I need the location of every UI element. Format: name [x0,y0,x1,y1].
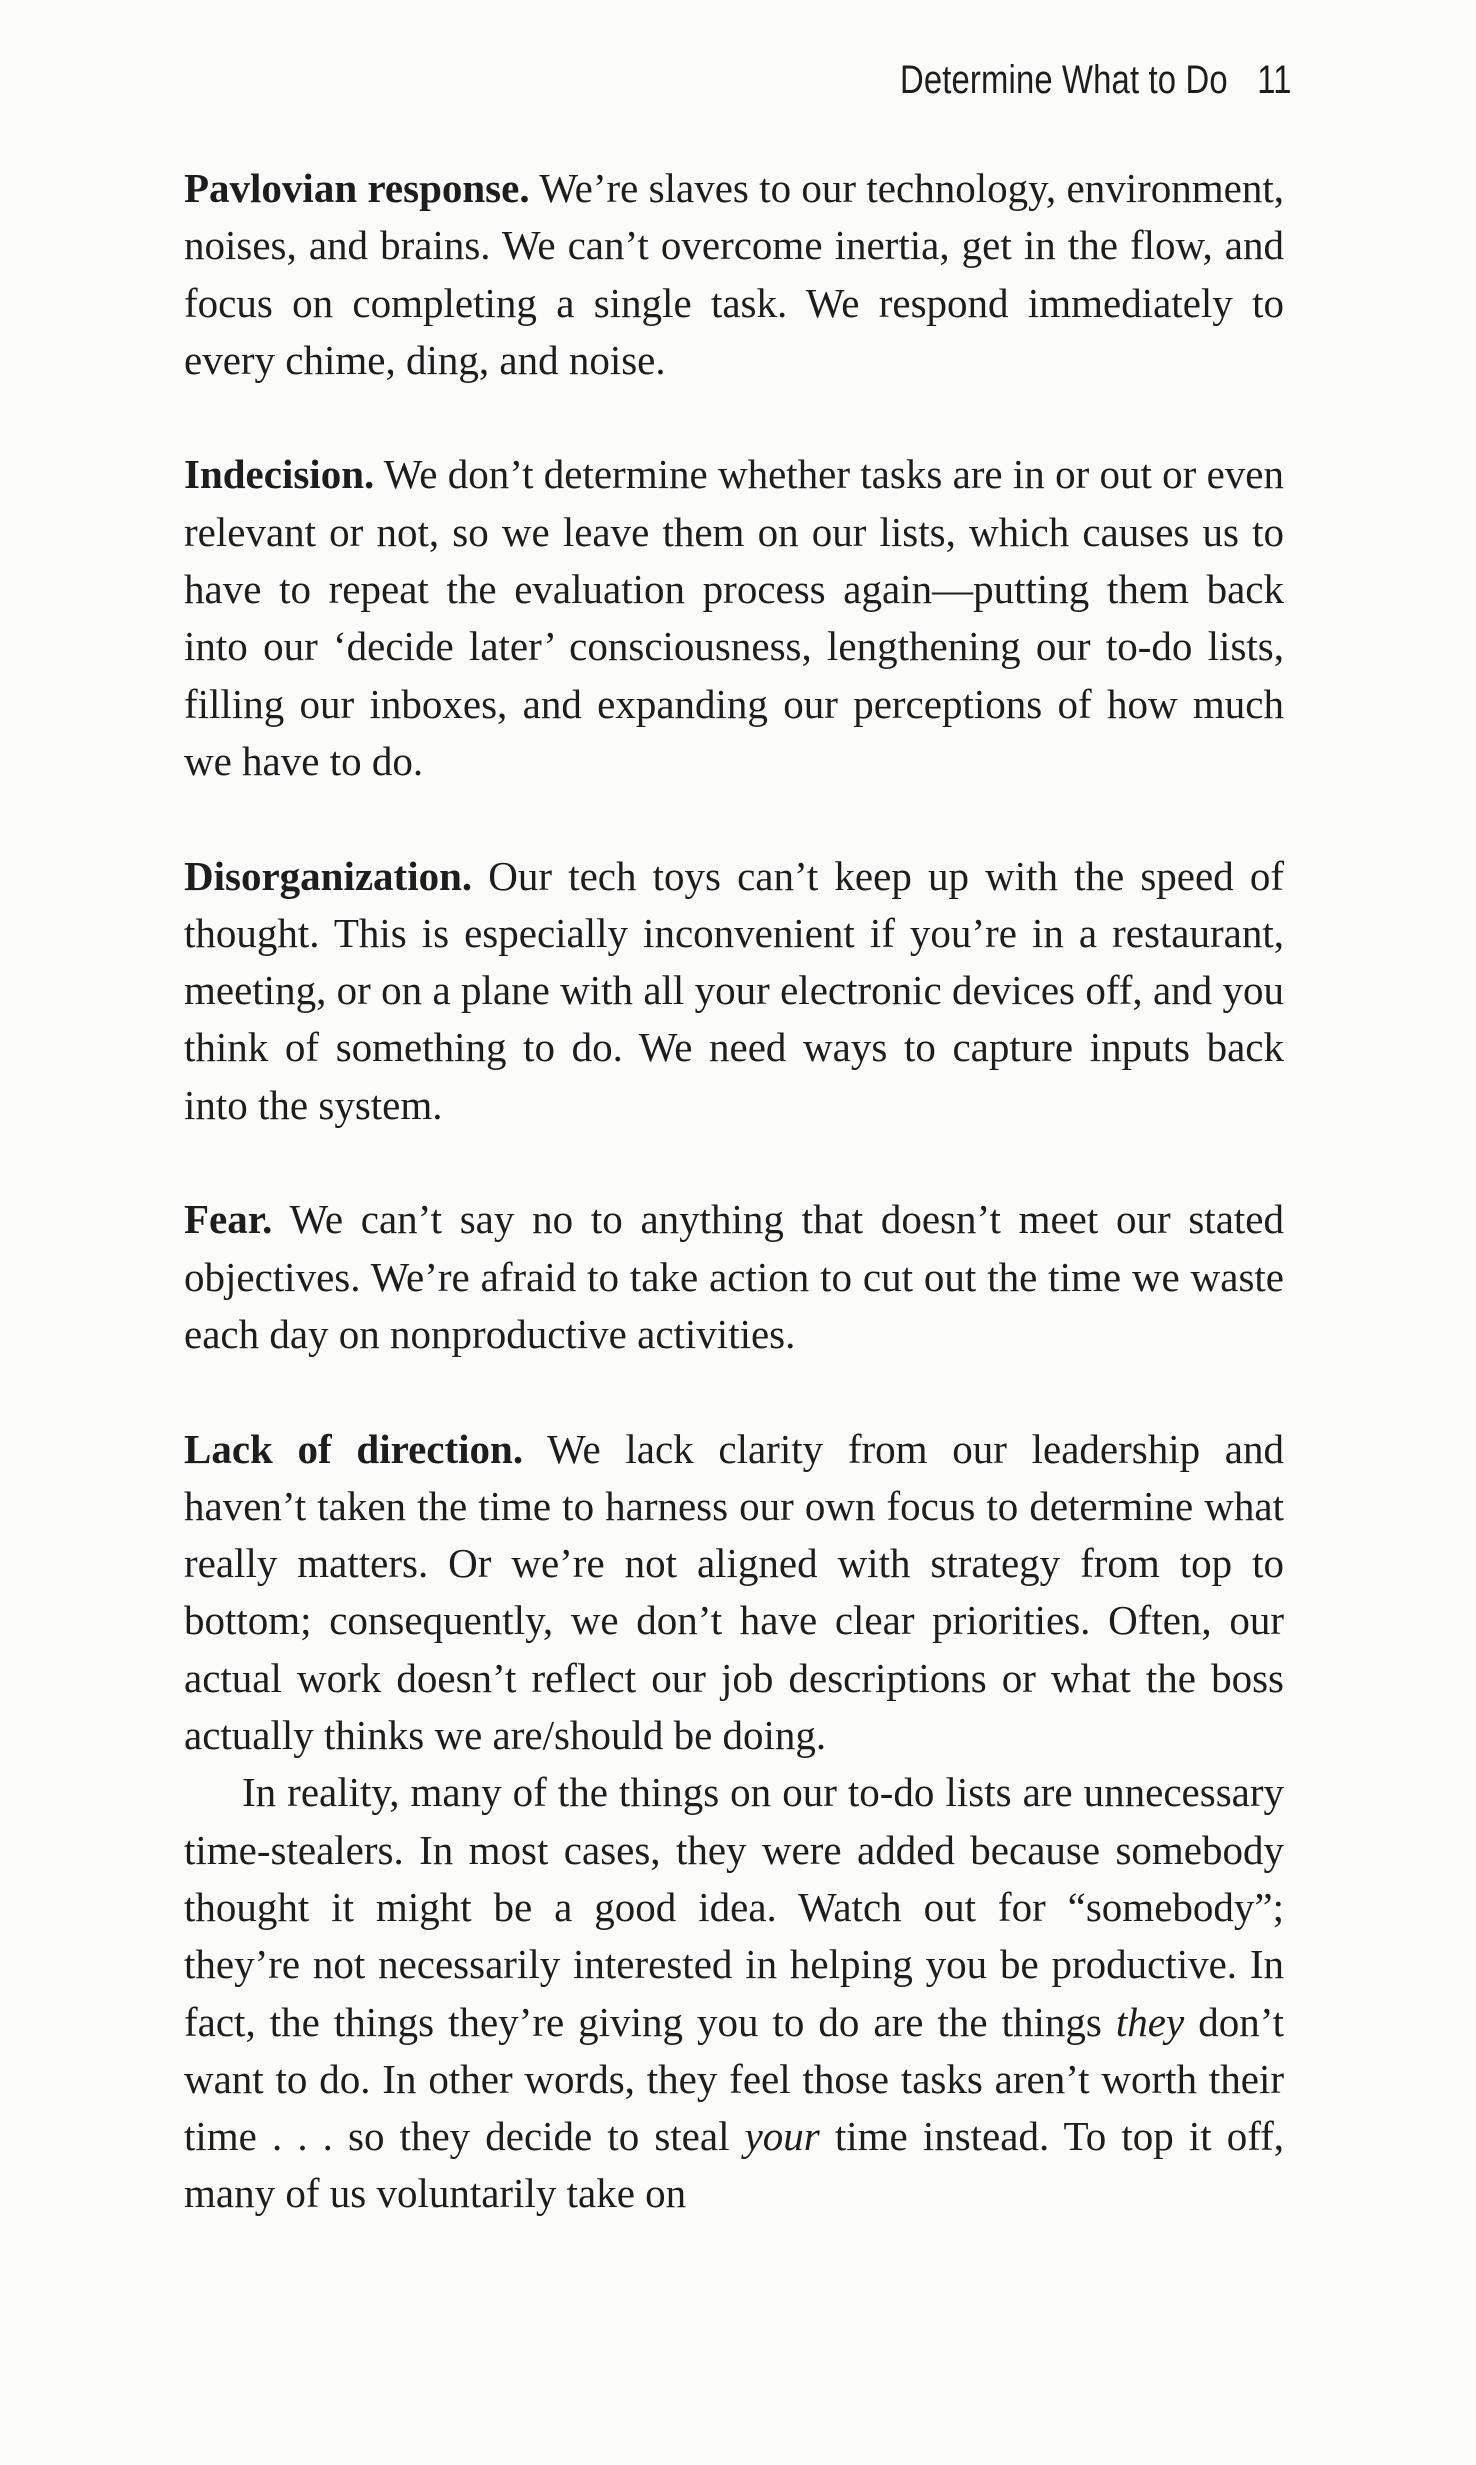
entry-term: Disorganization. [184,852,473,899]
entry-term: Indecision. [184,451,375,498]
entry-indecision [184,446,1284,790]
entry-term: Pavlovian response. [184,165,530,211]
entry-term: Fear. [184,1196,273,1243]
closing-paragraph [184,1764,1284,2222]
page-number: 11 [1257,58,1292,102]
paragraph-text: don’t want to do. In other words, they feel those tasks aren’t worth their time . . . so they decide to steal [184,1998,1285,2160]
entry-text: We don’t determine whether tasks are in or out or even relevant or not, so we leave them on our lists, which causes us to have to repeat the evaluation process again—putting them back into our ‘decide later’ consciousness, lengthening our to-do lists, filling our inboxes, and expanding our perceptions of how much we have to do. [184,451,1284,784]
entry-text: We’re slaves to our technology, environment, noises, and brains. We can’t overcome inertia, get in the flow, and focus on completing a single task. We respond immediately to every chime, ding, and noise. [184,165,1284,383]
entry-lack-of-direction [184,1421,1284,1765]
entry-text: We lack clarity from our leadership and haven’t taken the time to harness our own focus to determine what really matters. Or we’re not aligned with strategy from top to bottom; consequently, we don’t have clear priorities. Often, our actual work doesn’t reflect our job descriptions or what the boss actually thinks we are/should be doing. [184,1425,1284,1759]
entry-text: We can’t say no to anything that doesn’t meet our stated objectives. We’re afraid to take action to cut out the time we waste each day on nonproductive activities. [184,1196,1284,1357]
entry-term: Lack of direction. [184,1425,524,1472]
emphasis-they: they [1115,1998,1185,2045]
entry-text: Our tech toys can’t keep up with the speed of thought. This is especially inconvenient if you’re in a restaurant, meeting, or on a plane with all your electronic devices off, and you think of something to do. We need ways to capture inputs back into the system. [184,852,1284,1128]
paragraph-text: time instead. To top it off, many of us voluntarily take on [184,2113,1285,2217]
entry-pavlovian-response [184,160,1284,389]
emphasis-your: your [744,2113,820,2160]
body-text [184,160,1284,2223]
chapter-title: Determine What to Do [900,58,1229,102]
running-head [900,58,1292,103]
paragraph-text: In reality, many of the things on our to-do lists are unnecessary time-stealers. In most cases, they were added because somebody thought it might be a good idea. Watch out for “somebody”; they’re not necessarily interested in helping you be productive. In fact, the things they’re giving you to do are the things [184,1769,1284,2045]
entry-disorganization [184,848,1284,1134]
entry-fear [184,1191,1284,1363]
